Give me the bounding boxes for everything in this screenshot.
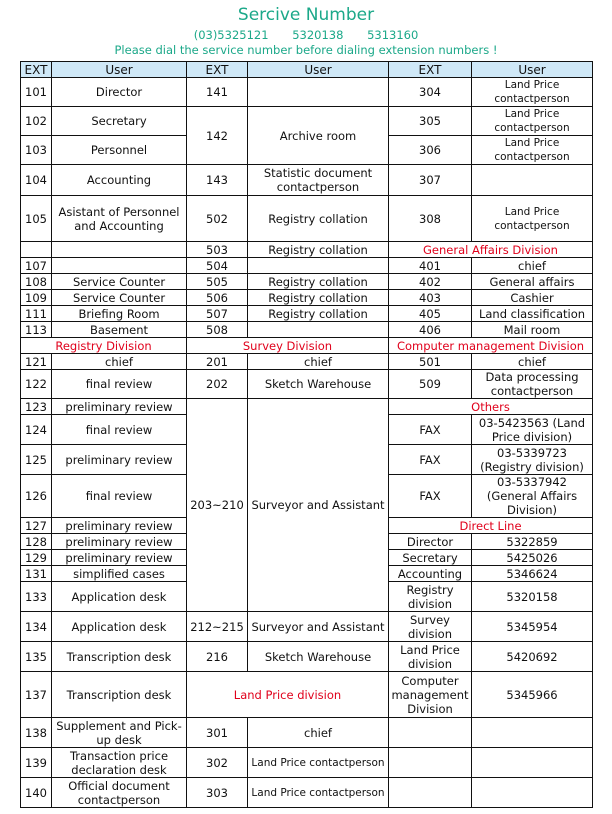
- table-cell: 203~210: [187, 399, 248, 612]
- table-row: [21, 612, 593, 642]
- table-cell: Transaction price declaration desk: [52, 748, 187, 778]
- table-cell: 129: [21, 550, 52, 566]
- table-cell: [389, 748, 472, 778]
- table-cell: 306: [389, 136, 472, 165]
- table-cell: 139: [21, 748, 52, 778]
- table-cell: 113: [21, 322, 52, 338]
- table-body: [21, 78, 593, 808]
- table-cell: 108: [21, 274, 52, 290]
- table-cell: 307: [389, 165, 472, 196]
- table-cell: Mail room: [472, 322, 593, 338]
- table-row: [21, 306, 593, 322]
- table-cell: 212~215: [187, 612, 248, 642]
- table-row: [21, 642, 593, 672]
- table-cell: Director: [389, 534, 472, 550]
- table-row: [21, 242, 593, 258]
- table-cell: Sketch Warehouse: [248, 370, 389, 399]
- table-cell: preliminary review: [52, 550, 187, 566]
- table-cell: 121: [21, 354, 52, 370]
- table-cell: 123: [21, 399, 52, 415]
- table-cell: Briefing Room: [52, 306, 187, 322]
- table-cell: 201: [187, 354, 248, 370]
- table-cell: General affairs: [472, 274, 593, 290]
- table-cell: [21, 242, 52, 258]
- table-cell: 508: [187, 322, 248, 338]
- page-title: Sercive Number: [237, 5, 375, 25]
- table-cell: Registry collation: [248, 290, 389, 306]
- table-cell: 105: [21, 196, 52, 242]
- table-cell: 507: [187, 306, 248, 322]
- table-cell: 03-5339723 (Registry division): [472, 445, 593, 475]
- service-phone-1: (03)5325121: [193, 28, 269, 42]
- header-ext: EXT: [187, 62, 248, 78]
- table-cell: 301: [187, 718, 248, 748]
- table-header-row: [21, 62, 593, 78]
- table-cell: 109: [21, 290, 52, 306]
- table-cell: 303: [187, 778, 248, 808]
- table-cell: 125: [21, 445, 52, 475]
- header-user: User: [472, 62, 593, 78]
- table-cell: Land Price contactperson: [472, 78, 593, 107]
- table-cell: Registry collation: [248, 196, 389, 242]
- table-cell: Sketch Warehouse: [248, 642, 389, 672]
- table-cell: preliminary review: [52, 399, 187, 415]
- table-cell: Accounting: [52, 165, 187, 196]
- table-row: [21, 165, 593, 196]
- table-cell: 131: [21, 566, 52, 582]
- table-cell: final review: [52, 475, 187, 518]
- dial-instruction: Please dial the service number before dialing extension numbers !: [114, 43, 498, 57]
- table-row: [21, 778, 593, 808]
- table-cell: Land Price contactperson: [472, 107, 593, 136]
- table-cell: 111: [21, 306, 52, 322]
- table-cell: Land Price contactperson: [248, 748, 389, 778]
- table-row: [21, 258, 593, 274]
- table-cell: 305: [389, 107, 472, 136]
- table-cell: Supplement and Pick-up desk: [52, 718, 187, 748]
- table-cell: Secretary: [52, 107, 187, 136]
- table-cell: [248, 258, 389, 274]
- table-row: [21, 107, 593, 136]
- table-cell: Land classification: [472, 306, 593, 322]
- table-cell: 302: [187, 748, 248, 778]
- service-phone-3: 5313160: [367, 28, 419, 42]
- table-cell: [472, 748, 593, 778]
- table-cell: 124: [21, 415, 52, 445]
- table-cell: 133: [21, 582, 52, 612]
- table-cell: chief: [472, 258, 593, 274]
- table-cell: preliminary review: [52, 518, 187, 534]
- table-cell: 503: [187, 242, 248, 258]
- table-cell: Service Counter: [52, 274, 187, 290]
- table-cell: Transcription desk: [52, 672, 187, 718]
- table-cell: 403: [389, 290, 472, 306]
- table-cell: [472, 718, 593, 748]
- table-row: [21, 338, 593, 354]
- table-row: [21, 370, 593, 399]
- table-cell: Surveyor and Assistant: [248, 612, 389, 642]
- table-cell: Land Price contactperson: [472, 136, 593, 165]
- table-cell: 03-5423563 (Land Price division): [472, 415, 593, 445]
- table-cell: Official document contactperson: [52, 778, 187, 808]
- table-cell: chief: [52, 354, 187, 370]
- table-row: [21, 196, 593, 242]
- table-cell: [472, 165, 593, 196]
- table-cell: 101: [21, 78, 52, 107]
- table-cell: 5345954: [472, 612, 593, 642]
- table-cell: 406: [389, 322, 472, 338]
- table-cell: 401: [389, 258, 472, 274]
- table-cell: 137: [21, 672, 52, 718]
- table-cell: 140: [21, 778, 52, 808]
- table-row: [21, 322, 593, 338]
- table-cell: Registry collation: [248, 274, 389, 290]
- table-cell: [52, 242, 187, 258]
- table-cell: 504: [187, 258, 248, 274]
- section-heading-cell: Registry Division: [21, 338, 187, 354]
- table-cell: 127: [21, 518, 52, 534]
- table-cell: preliminary review: [52, 445, 187, 475]
- table-row: [21, 290, 593, 306]
- table-cell: Archive room: [248, 107, 389, 165]
- section-heading-cell: Others: [389, 399, 593, 415]
- table-cell: 5420692: [472, 642, 593, 672]
- table-cell: Cashier: [472, 290, 593, 306]
- table-row: [21, 672, 593, 718]
- table-cell: preliminary review: [52, 534, 187, 550]
- section-heading-cell: General Affairs Division: [389, 242, 593, 258]
- table-cell: Land Price division: [389, 642, 472, 672]
- table-row: [21, 399, 593, 415]
- table-cell: 505: [187, 274, 248, 290]
- table-cell: 202: [187, 370, 248, 399]
- section-heading-cell: Computer management Division: [389, 338, 593, 354]
- table-row: [21, 748, 593, 778]
- table-cell: FAX: [389, 445, 472, 475]
- table-cell: 405: [389, 306, 472, 322]
- table-cell: 501: [389, 354, 472, 370]
- table-cell: 402: [389, 274, 472, 290]
- table-cell: 5322859: [472, 534, 593, 550]
- table-cell: 126: [21, 475, 52, 518]
- table-cell: chief: [472, 354, 593, 370]
- table-cell: Transcription desk: [52, 642, 187, 672]
- table-cell: 304: [389, 78, 472, 107]
- table-cell: Computer management Division: [389, 672, 472, 718]
- table-cell: Asistant of Personnel and Accounting: [52, 196, 187, 242]
- service-phone-2: 5320138: [292, 28, 344, 42]
- table-cell: 107: [21, 258, 52, 274]
- table-cell: Service Counter: [52, 290, 187, 306]
- table-cell: 5345966: [472, 672, 593, 718]
- table-cell: FAX: [389, 415, 472, 445]
- table-cell: Land Price contactperson: [472, 196, 593, 242]
- table-cell: 143: [187, 165, 248, 196]
- section-heading-cell: Direct Line: [389, 518, 593, 534]
- table-cell: final review: [52, 370, 187, 399]
- header-user: User: [52, 62, 187, 78]
- table-cell: 141: [187, 78, 248, 107]
- table-row: [21, 78, 593, 107]
- table-cell: [472, 778, 593, 808]
- table-cell: [389, 718, 472, 748]
- table-cell: [52, 258, 187, 274]
- table-cell: [389, 778, 472, 808]
- header-ext: EXT: [21, 62, 52, 78]
- table-cell: Application desk: [52, 612, 187, 642]
- table-cell: FAX: [389, 475, 472, 518]
- table-cell: 104: [21, 165, 52, 196]
- header-ext: EXT: [389, 62, 472, 78]
- table-cell: 142: [187, 107, 248, 165]
- table-cell: 103: [21, 136, 52, 165]
- table-cell: 506: [187, 290, 248, 306]
- table-cell: 5346624: [472, 566, 593, 582]
- table-row: [21, 354, 593, 370]
- extension-table: [20, 61, 593, 808]
- table-cell: chief: [248, 718, 389, 748]
- table-cell: [248, 78, 389, 107]
- table-cell: Survey division: [389, 612, 472, 642]
- table-cell: Basement: [52, 322, 187, 338]
- table-cell: 122: [21, 370, 52, 399]
- service-phone-numbers: [0, 28, 612, 42]
- table-cell: Data processing contactperson: [472, 370, 593, 399]
- table-cell: 102: [21, 107, 52, 136]
- header-user: User: [248, 62, 389, 78]
- table-cell: Accounting: [389, 566, 472, 582]
- table-cell: Director: [52, 78, 187, 107]
- table-cell: 5320158: [472, 582, 593, 612]
- table-cell: final review: [52, 415, 187, 445]
- table-cell: Registry collation: [248, 242, 389, 258]
- table-cell: Surveyor and Assistant: [248, 399, 389, 612]
- table-row: [21, 718, 593, 748]
- table-cell: 03-5337942 (General Affairs Division): [472, 475, 593, 518]
- table-cell: Registry division: [389, 582, 472, 612]
- table-cell: Land Price contactperson: [248, 778, 389, 808]
- table-cell: Personnel: [52, 136, 187, 165]
- table-cell: [248, 322, 389, 338]
- section-heading-cell: Land Price division: [187, 672, 389, 718]
- table-cell: simplified cases: [52, 566, 187, 582]
- table-cell: chief: [248, 354, 389, 370]
- table-cell: 134: [21, 612, 52, 642]
- table-row: [21, 274, 593, 290]
- table-cell: 138: [21, 718, 52, 748]
- table-cell: 502: [187, 196, 248, 242]
- table-cell: 5425026: [472, 550, 593, 566]
- table-cell: Statistic document contactperson: [248, 165, 389, 196]
- table-cell: 128: [21, 534, 52, 550]
- table-cell: Registry collation: [248, 306, 389, 322]
- section-heading-cell: Survey Division: [187, 338, 389, 354]
- table-cell: 216: [187, 642, 248, 672]
- table-cell: Secretary: [389, 550, 472, 566]
- table-cell: 308: [389, 196, 472, 242]
- table-cell: 135: [21, 642, 52, 672]
- table-cell: 509: [389, 370, 472, 399]
- table-cell: Application desk: [52, 582, 187, 612]
